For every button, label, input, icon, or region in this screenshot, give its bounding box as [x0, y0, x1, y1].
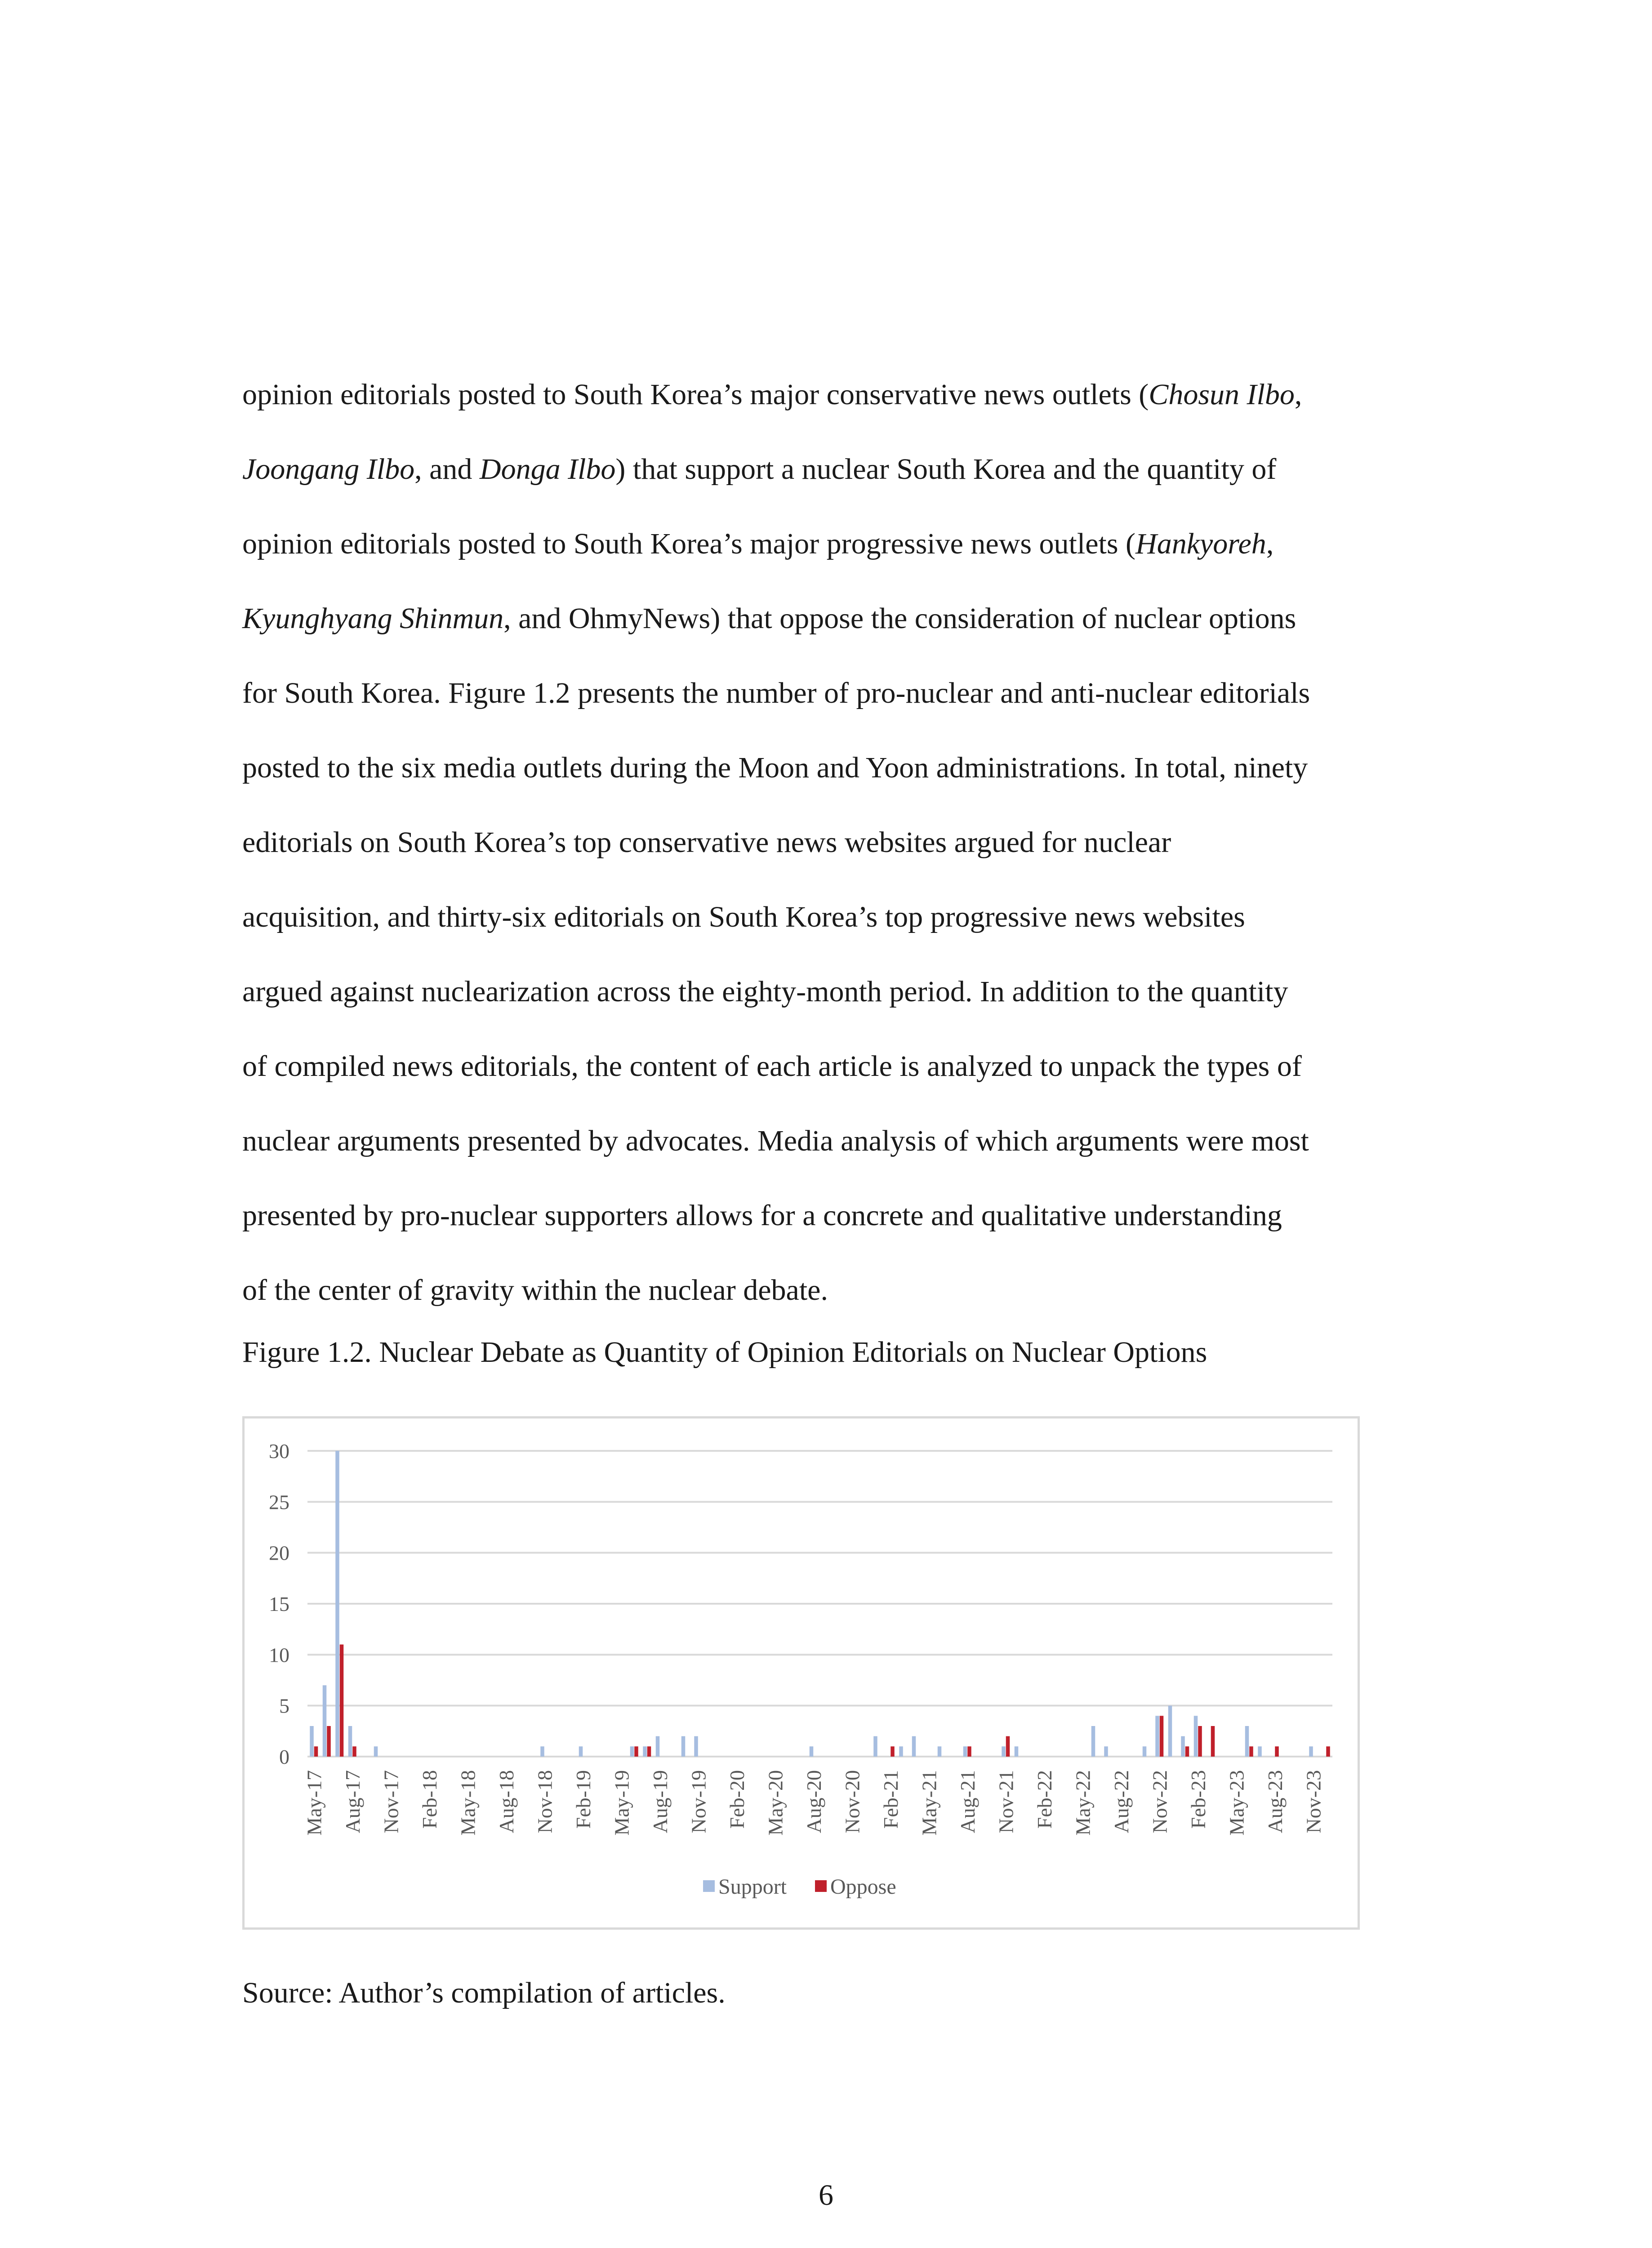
support-bar	[938, 1746, 942, 1757]
oppose-bar	[1211, 1726, 1215, 1757]
text-run: of the center of gravity within the nuclear debate.	[242, 1274, 828, 1307]
oppose-bar	[1006, 1736, 1010, 1757]
oppose-bar	[314, 1746, 318, 1757]
support-bar	[1168, 1706, 1172, 1757]
support-bar	[681, 1736, 686, 1757]
source-note: Source: Author’s compilation of articles.	[242, 1976, 726, 2009]
paragraph-line	[242, 955, 1411, 1029]
y-tick-label: 30	[269, 1440, 289, 1463]
oppose-bar	[1160, 1716, 1164, 1757]
x-tick-label: Aug-19	[648, 1770, 672, 1833]
paragraph-line	[242, 880, 1411, 955]
text-run: ,	[1294, 378, 1302, 411]
italic-text-run: Joongang Ilbo	[242, 453, 415, 486]
legend-label-support: Support	[718, 1875, 787, 1899]
support-bar	[1002, 1746, 1006, 1757]
paragraph-line	[242, 581, 1411, 656]
oppose-bar	[327, 1726, 331, 1757]
support-bar	[630, 1746, 634, 1757]
oppose-bar	[647, 1746, 651, 1757]
text-run: argued against nuclearization across the eighty-month period. In addition to the quantity	[242, 975, 1288, 1008]
italic-text-run: Donga Ilbo	[479, 453, 616, 486]
x-tick-label: Feb-22	[1033, 1770, 1056, 1829]
text-run: editorials on South Korea’s top conservative news websites argued for nuclear	[242, 826, 1171, 859]
paragraph-line	[242, 1253, 1411, 1328]
x-tick-label: May-22	[1071, 1770, 1095, 1836]
italic-text-run: Kyunghyang Shinmun	[242, 602, 504, 635]
paragraph-line	[242, 656, 1411, 731]
support-bar	[912, 1736, 916, 1757]
text-run: posted to the six media outlets during the Moon and Yoon administrations. In total, ninety	[242, 751, 1308, 784]
bar-chart	[245, 1418, 1358, 1927]
oppose-bar	[1326, 1746, 1330, 1757]
x-tick-label: Aug-17	[341, 1770, 364, 1833]
support-bar	[374, 1746, 378, 1757]
support-bar	[1245, 1726, 1249, 1757]
y-tick-label: 10	[269, 1643, 289, 1667]
x-tick-label: Feb-19	[571, 1770, 595, 1829]
text-run: presented by pro-nuclear supporters allows for a concrete and qualitative understanding	[242, 1199, 1282, 1232]
legend-label-oppose: Oppose	[830, 1875, 896, 1899]
x-tick-label: May-21	[917, 1770, 941, 1836]
body-paragraph	[242, 357, 1411, 1328]
y-tick-label: 5	[279, 1694, 289, 1717]
support-bar	[310, 1726, 314, 1757]
paragraph-line	[242, 1029, 1411, 1104]
text-run: ,	[1266, 527, 1274, 560]
y-tick-label: 25	[269, 1490, 289, 1514]
oppose-bar	[634, 1746, 638, 1757]
support-bar	[579, 1746, 583, 1757]
support-bar	[1143, 1746, 1147, 1757]
text-run: ) that support a nuclear South Korea and the quantity of	[615, 453, 1277, 486]
legend-swatch-support	[703, 1880, 715, 1892]
x-tick-label: Feb-23	[1186, 1770, 1210, 1829]
text-run: for South Korea. Figure 1.2 presents the number of pro-nuclear and anti-nuclear editorials	[242, 677, 1310, 709]
figure-caption: Figure 1.2. Nuclear Debate as Quantity of Opinion Editorials on Nuclear Options	[242, 1336, 1207, 1369]
text-run: , and OhmyNews) that oppose the consideration of nuclear options	[503, 602, 1296, 635]
support-bar	[873, 1736, 877, 1757]
paragraph-line	[242, 357, 1411, 432]
x-tick-label: May-18	[456, 1770, 480, 1836]
x-tick-label: Nov-20	[841, 1770, 864, 1833]
text-run: opinion editorials posted to South Korea’s major conservative news outlets (	[242, 378, 1149, 411]
paragraph-line	[242, 1178, 1411, 1253]
text-run: nuclear arguments presented by advocates. Media analysis of which arguments were most	[242, 1124, 1309, 1157]
paragraph-line	[242, 432, 1411, 507]
support-bar	[1104, 1746, 1108, 1757]
legend-swatch-oppose	[815, 1880, 827, 1892]
support-bar	[1015, 1746, 1019, 1757]
support-bar	[810, 1746, 814, 1757]
support-bar	[656, 1736, 660, 1757]
x-tick-label: Aug-20	[802, 1770, 825, 1833]
x-tick-label: Feb-20	[725, 1770, 748, 1829]
oppose-bar	[352, 1746, 356, 1757]
text-run: , and	[414, 453, 480, 486]
oppose-bar	[891, 1746, 895, 1757]
support-bar	[335, 1451, 339, 1757]
chart-container	[242, 1416, 1360, 1930]
x-tick-label: Aug-23	[1263, 1770, 1287, 1833]
x-tick-label: Nov-18	[533, 1770, 557, 1833]
support-bar	[1309, 1746, 1313, 1757]
x-tick-label: May-23	[1225, 1770, 1248, 1836]
support-bar	[1194, 1716, 1198, 1757]
x-tick-label: Nov-17	[379, 1770, 403, 1833]
oppose-bar	[1185, 1746, 1189, 1757]
support-bar	[1181, 1736, 1185, 1757]
paragraph-line	[242, 1104, 1411, 1178]
x-tick-label: May-20	[764, 1770, 787, 1836]
x-tick-label: Aug-21	[956, 1770, 979, 1833]
paragraph-line	[242, 805, 1411, 880]
oppose-bar	[340, 1645, 344, 1757]
support-bar	[1155, 1716, 1159, 1757]
support-bar	[694, 1736, 698, 1757]
italic-text-run: Hankyoreh	[1135, 527, 1266, 560]
x-tick-label: May-17	[303, 1770, 326, 1836]
x-tick-label: Nov-19	[687, 1770, 710, 1833]
oppose-bar	[1198, 1726, 1202, 1757]
x-tick-label: Aug-22	[1109, 1770, 1133, 1833]
support-bar	[348, 1726, 352, 1757]
support-bar	[540, 1746, 544, 1757]
x-tick-label: Nov-23	[1302, 1770, 1325, 1833]
oppose-bar	[1275, 1746, 1279, 1757]
support-bar	[899, 1746, 903, 1757]
text-run: of compiled news editorials, the content of each article is analyzed to unpack the types of	[242, 1050, 1302, 1083]
support-bar	[323, 1685, 327, 1757]
x-tick-label: Feb-18	[418, 1770, 441, 1829]
support-bar	[643, 1746, 647, 1757]
paragraph-line	[242, 731, 1411, 805]
x-tick-label: Feb-21	[879, 1770, 902, 1829]
text-run: opinion editorials posted to South Korea’s major progressive news outlets (	[242, 527, 1136, 560]
italic-text-run: Chosun Ilbo	[1149, 378, 1295, 411]
y-tick-label: 15	[269, 1592, 289, 1615]
y-tick-label: 0	[279, 1745, 289, 1768]
text-run: acquisition, and thirty-six editorials on South Korea’s top progressive news websites	[242, 901, 1245, 933]
y-tick-label: 20	[269, 1541, 289, 1565]
page-number: 6	[819, 2179, 833, 2212]
x-tick-label: Nov-22	[1148, 1770, 1171, 1833]
oppose-bar	[1249, 1746, 1253, 1757]
support-bar	[1258, 1746, 1262, 1757]
support-bar	[963, 1746, 967, 1757]
paragraph-line	[242, 507, 1411, 581]
oppose-bar	[967, 1746, 971, 1757]
support-bar	[1091, 1726, 1095, 1757]
x-tick-label: Nov-21	[994, 1770, 1018, 1833]
x-tick-label: May-19	[610, 1770, 633, 1836]
x-tick-label: Aug-18	[494, 1770, 518, 1833]
